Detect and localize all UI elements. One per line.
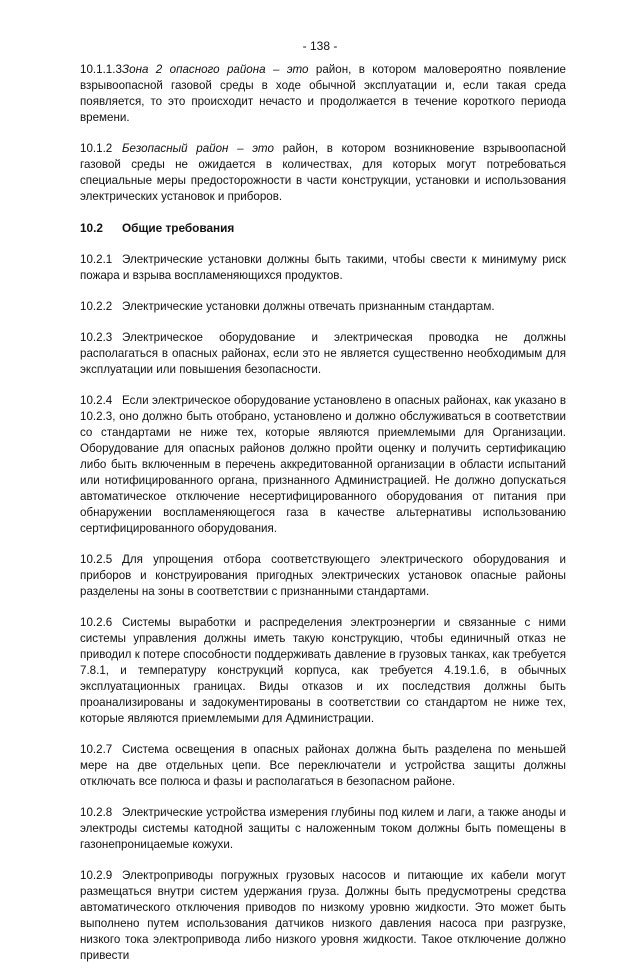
section-number: 10.1.1.3 bbox=[80, 63, 122, 76]
paragraph-10-1-2 bbox=[80, 141, 566, 205]
paragraph-10-2-6 bbox=[80, 615, 566, 727]
paragraph-text: район, в котором маловероятно появление взрывоопасной газовой среды в ходе обычной эксплуатации и, если такая среда появляется, то это происходит нечасто и продолжается в течение короткого периода времени. bbox=[80, 63, 567, 124]
paragraph-10-2-5 bbox=[80, 552, 566, 600]
paragraph-text: Система освещения в опасных районах должна быть разделена по меньшей мере на две отдельных цепи. Все переключатели и устройства защиты должны отключать все полюса и фазы и располагаться в безопасном районе. bbox=[80, 743, 566, 788]
section-heading-10-2 bbox=[80, 220, 566, 236]
section-number: 10.2 bbox=[80, 221, 103, 235]
paragraph-10-2-7 bbox=[80, 742, 566, 790]
document-body bbox=[80, 62, 566, 979]
paragraph-text: район, в котором возникновение взрывоопасной газовой среды не ожидается в количествах, для которых могут потребоваться специальные меры предосторожности в части конструкции, установки и использования электрических установок и приборов. bbox=[80, 142, 567, 203]
paragraph-10-2-4 bbox=[80, 393, 566, 537]
section-number: 10.2.4 bbox=[80, 394, 113, 407]
section-number: 10.2.2 bbox=[80, 300, 113, 313]
section-number: 10.1.2 bbox=[80, 142, 113, 155]
defined-term: Зона 2 опасного района – это bbox=[122, 63, 309, 76]
section-number: 10.2.9 bbox=[80, 869, 113, 882]
paragraph-text: Электрическое оборудование и электрическая проводка не должны располагаться в опасных районах, если это не является существенно необходимым для эксплуатации или повышения безопасности. bbox=[80, 331, 566, 376]
paragraph-text: Электрические установки должны быть такими, чтобы свести к минимуму риск пожара и взрыва воспламеняющихся продуктов. bbox=[80, 253, 566, 282]
paragraph-text: Электрические устройства измерения глубины под килем и лаги, а также аноды и электроды системы катодной защиты с наложенным током должны быть помещены в газонепроницаемые кожухи. bbox=[80, 806, 566, 851]
section-number: 10.2.7 bbox=[80, 743, 113, 756]
section-number: 10.2.5 bbox=[80, 553, 113, 566]
paragraph-text: Электроприводы погружных грузовых насосов и питающие их кабели могут размещаться внутри систем удержания груза. Должны быть предусмотрены средства автоматического отключения приводов по низкому уровню жидкости. Это может быть выполнено путем использования датчиков низкого давления насоса при разгрузке, низкого тока электропривода либо низкого уровня жидкости. Такое отключение должно привести bbox=[80, 869, 566, 962]
paragraph-10-2-9 bbox=[80, 868, 566, 964]
section-number: 10.2.6 bbox=[80, 616, 113, 629]
section-number: 10.2.1 bbox=[80, 253, 113, 266]
paragraph-10-2-1 bbox=[80, 252, 566, 284]
paragraph-10-1-1-3 bbox=[80, 62, 566, 126]
paragraph-10-2-8 bbox=[80, 805, 566, 853]
paragraph-text: Системы выработки и распределения электроэнергии и связанные с ними системы управления должны иметь такую конструкцию, чтобы единичный отказ не приводил к потере способности поддерживать давление в грузовых танках, как требуется 7.8.1, и температуру конструкций корпуса, как требуется 4.19.1.6, в обычных эксплуатационных границах. Виды отказов и их последствия должны быть проанализированы и задокументированы в соответствии со стандартом не ниже тех, которые являются приемлемыми для Администрации. bbox=[80, 616, 566, 725]
section-number: 10.2.8 bbox=[80, 806, 113, 819]
paragraph-text: Для упрощения отбора соответствующего электрического оборудования и приборов и конструирования пригодных электрических установок опасные районы разделены на зоны в соответствии с признанными стандартами. bbox=[80, 553, 566, 598]
paragraph-text: Если электрическое оборудование установлено в опасных районах, как указано в 10.2.3, оно должно быть отобрано, установлено и должно обслуживаться в соответствии со стандартами не ниже тех, которые являются приемлемыми для Организации. Оборудование для опасных районов должно пройти оценку и получить сертификацию либо быть включенным в перечень аккредитованной организации в области испытаний или нотифицированного органа, признанного Администрацией. Не должно допускаться автоматическое отключение несертифицированного оборудования от питания при обнаружении воспламеняющегося газа в качестве альтернативы использованию сертифицированного оборудования. bbox=[80, 394, 566, 535]
paragraph-text: Электрические установки должны отвечать признанным стандартам. bbox=[122, 300, 495, 313]
section-title: Общие требования bbox=[122, 221, 235, 235]
paragraph-10-2-3 bbox=[80, 330, 566, 378]
defined-term: Безопасный район – это bbox=[122, 142, 274, 155]
section-number: 10.2.3 bbox=[80, 331, 113, 344]
page-number: - 138 - bbox=[302, 39, 338, 53]
paragraph-10-2-2 bbox=[80, 299, 566, 315]
